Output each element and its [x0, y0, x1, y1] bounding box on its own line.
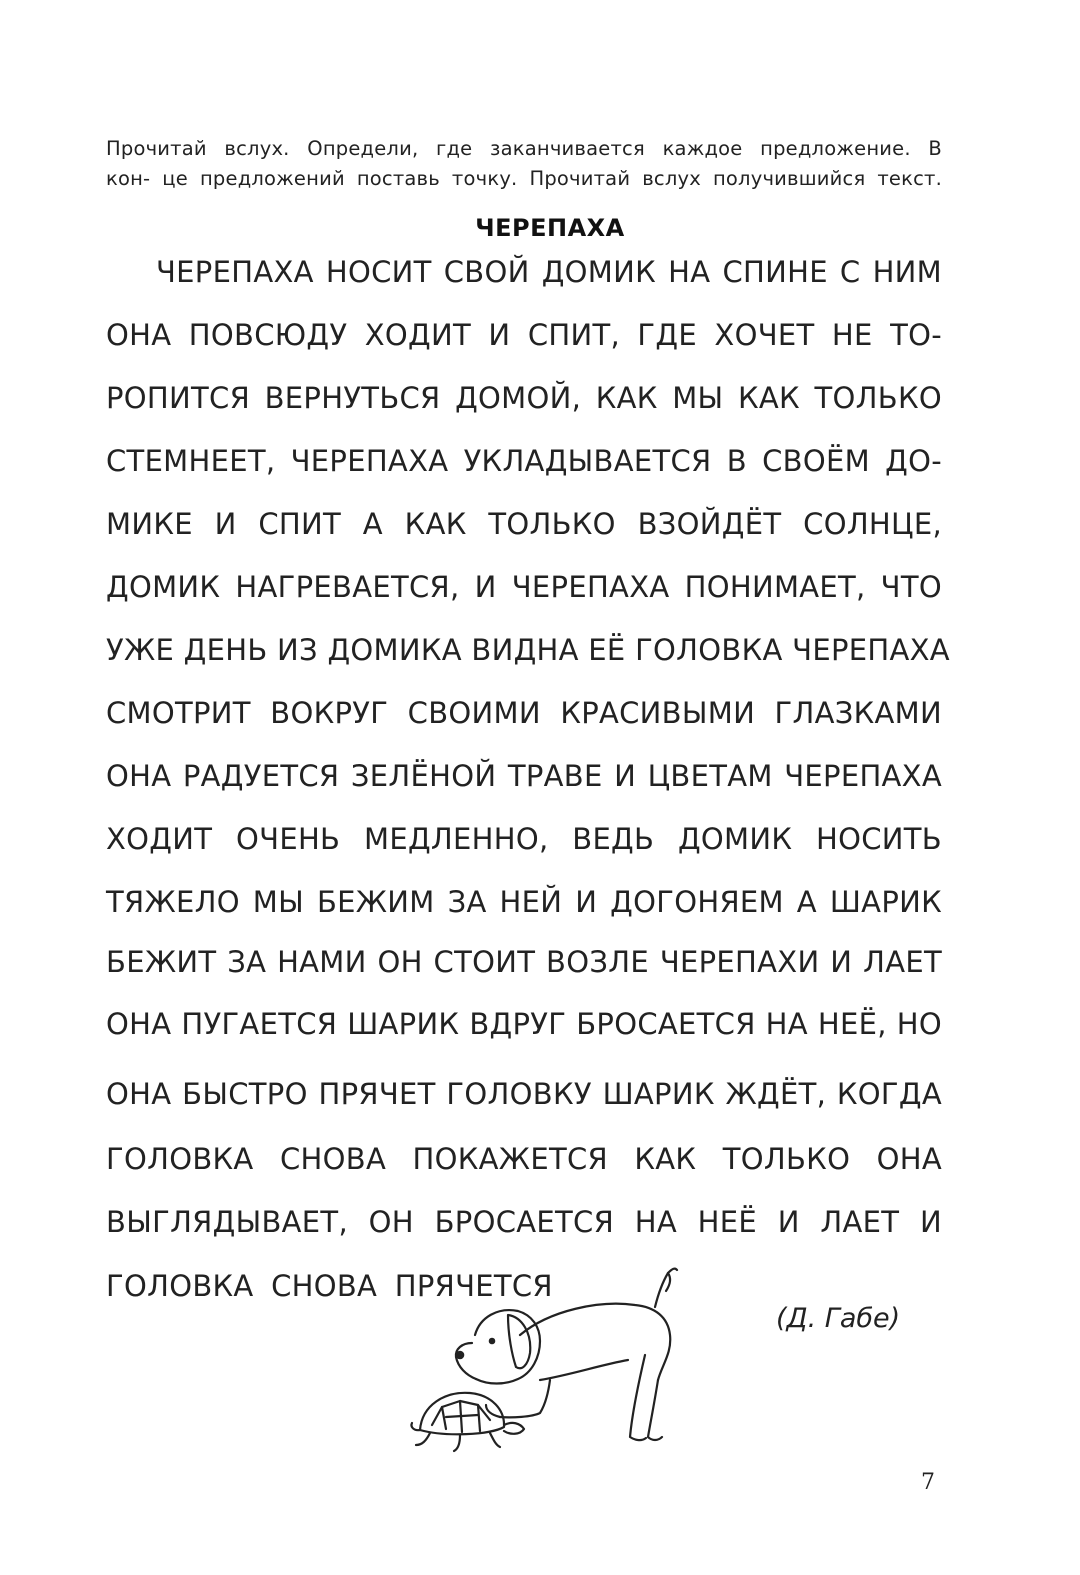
story-line: ХОДИТ ОЧЕНЬ МЕДЛЕННО, ВЕДЬ ДОМИК НОСИТЬ [106, 822, 942, 856]
story-line: УЖЕ ДЕНЬ ИЗ ДОМИКА ВИДНА ЕЁ ГОЛОВКА ЧЕРЕПАХА [106, 633, 950, 667]
story-line: ОНА ПУГАЕТСЯ ШАРИК ВДРУГ БРОСАЕТСЯ НА НЕЁ, НО [106, 1007, 942, 1041]
instruction-line: кон- це предложений поставь точку. Прочитай вслух получившийся текст. [106, 167, 942, 190]
story-line: СТЕМНЕЕТ, ЧЕРЕПАХА УКЛАДЫВАЕТСЯ В СВОЁМ ДО- [106, 444, 942, 478]
story-line: ЧЕРЕПАХА НОСИТ СВОЙ ДОМИК НА СПИНЕ С НИМ [156, 255, 942, 289]
story-line: ГОЛОВКА СНОВА ПРЯЧЕТСЯ [106, 1269, 553, 1303]
story-line: ТЯЖЕЛО МЫ БЕЖИМ ЗА НЕЙ И ДОГОНЯЕМ А ШАРИК [106, 885, 942, 919]
story-line: ВЫГЛЯДЫВАЕТ, ОН БРОСАЕТСЯ НА НЕЁ И ЛАЕТ И [106, 1205, 942, 1239]
task-instruction [106, 134, 942, 194]
story-line: ОНА РАДУЕТСЯ ЗЕЛЁНОЙ ТРАВЕ И ЦВЕТАМ ЧЕРЕПАХА [106, 759, 942, 793]
puppy-and-turtle-icon [400, 1255, 700, 1455]
story-line: МИКЕ И СПИТ А КАК ТОЛЬКО ВЗОЙДЁТ СОЛНЦЕ, [106, 507, 942, 541]
story-line: ОНА ПОВСЮДУ ХОДИТ И СПИТ, ГДЕ ХОЧЕТ НЕ ТО- [106, 318, 942, 352]
story-line: ОНА БЫСТРО ПРЯЧЕТ ГОЛОВКУ ШАРИК ЖДЁТ, КОГДА [106, 1077, 942, 1111]
story-line: РОПИТСЯ ВЕРНУТЬСЯ ДОМОЙ, КАК МЫ КАК ТОЛЬКО [106, 381, 942, 415]
story-line: ГОЛОВКА СНОВА ПОКАЖЕТСЯ КАК ТОЛЬКО ОНА [106, 1142, 942, 1176]
story-line: ДОМИК НАГРЕВАЕТСЯ, И ЧЕРЕПАХА ПОНИМАЕТ, ЧТО [106, 570, 942, 604]
story-line: БЕЖИТ ЗА НАМИ ОН СТОИТ ВОЗЛЕ ЧЕРЕПАХИ И ЛАЕТ [106, 945, 942, 979]
story-line: СМОТРИТ ВОКРУГ СВОИМИ КРАСИВЫМИ ГЛАЗКАМИ [106, 696, 942, 730]
page-number: 7 [921, 1470, 935, 1495]
story-title: ЧЕРЕПАХА [475, 214, 625, 242]
story-author: (Д. Габе) [776, 1303, 901, 1334]
instruction-line: Прочитай вслух. Определи, где заканчивается каждое предложение. В [106, 137, 942, 160]
